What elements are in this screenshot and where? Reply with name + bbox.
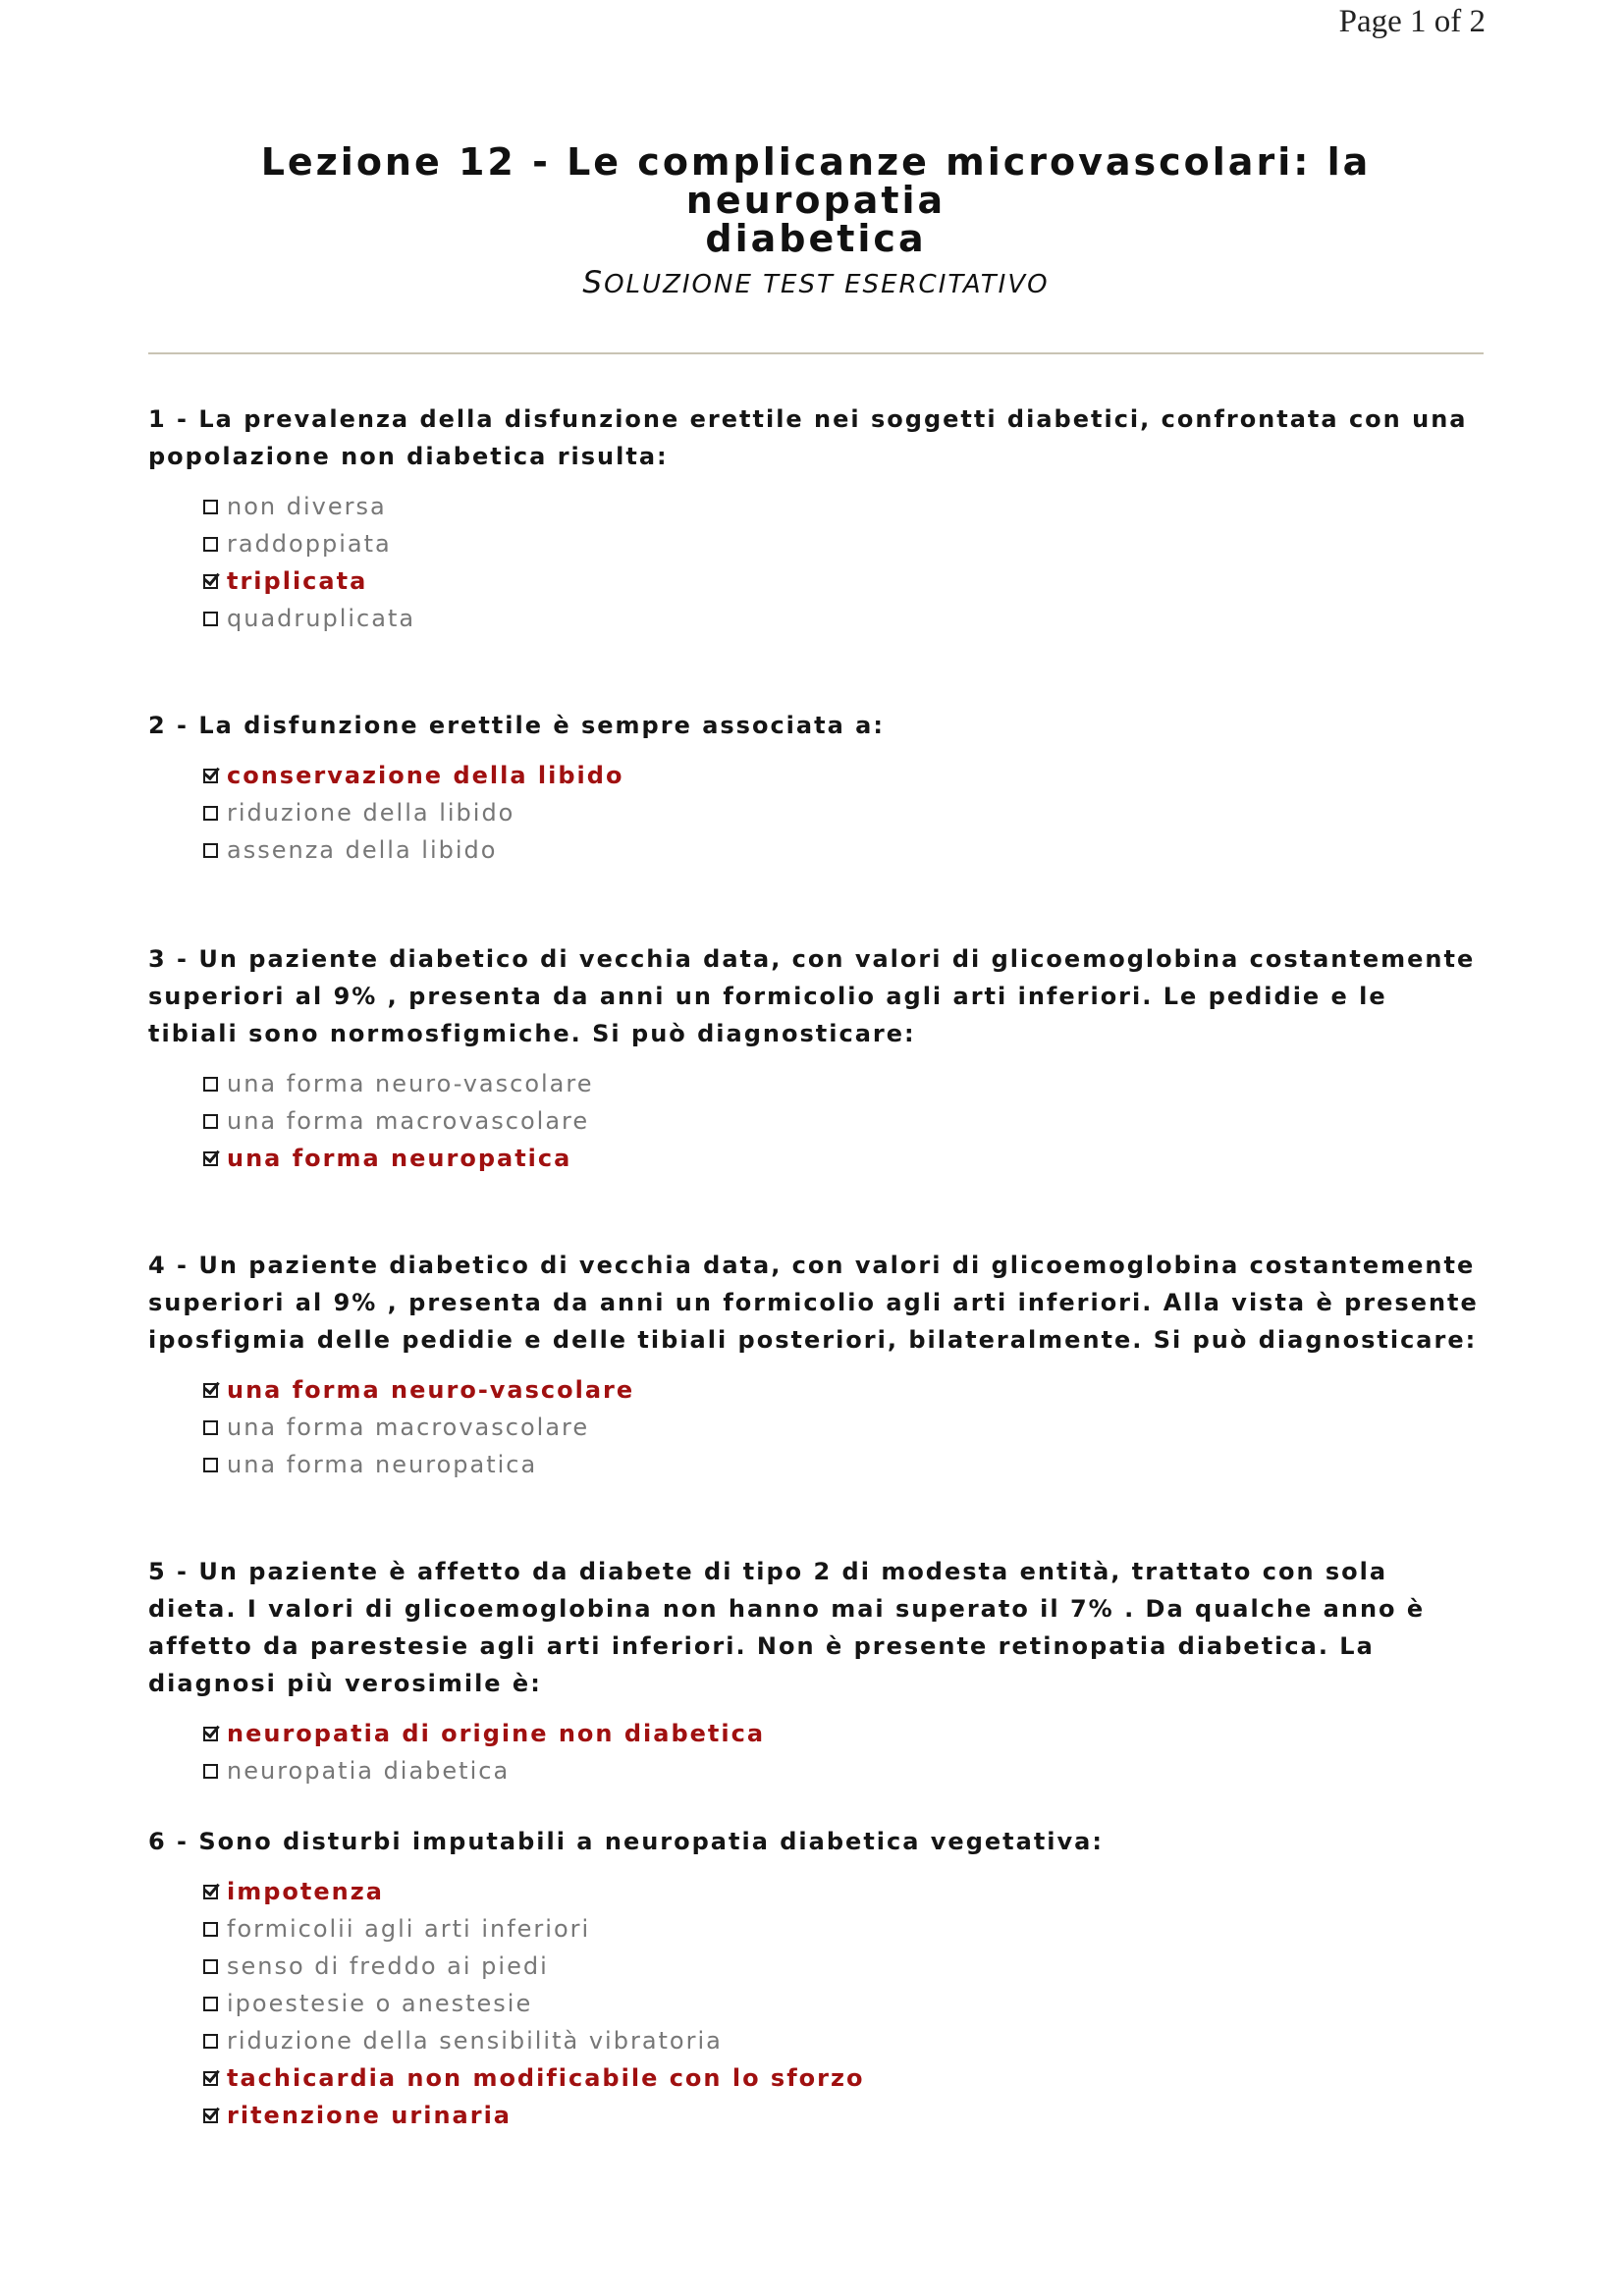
answer-option[interactable] [203,488,1484,525]
checked-checkbox-icon[interactable] [203,574,218,589]
title-line-1: Lezione 12 - Le complicanze microvascolari: la neuropatia [260,140,1372,222]
answer-option[interactable] [203,1446,1484,1483]
question-2 [148,707,1484,869]
answer-option-label: raddoppiata [227,530,392,558]
answer-option[interactable] [203,1715,1484,1752]
checkbox-icon[interactable] [203,843,218,858]
answer-option[interactable] [203,1985,1484,2022]
answer-option[interactable] [203,1948,1484,1985]
checkbox-icon[interactable] [203,806,218,821]
page-subtitle [148,265,1484,300]
answer-options [203,488,1484,637]
checked-checkbox-icon[interactable] [203,1727,218,1741]
checkbox-icon[interactable] [203,500,218,514]
checked-checkbox-icon[interactable] [203,769,218,783]
checkbox-icon[interactable] [203,537,218,552]
page-title [148,140,1484,260]
answer-option[interactable] [203,2022,1484,2059]
checkbox-icon[interactable] [203,1458,218,1472]
subtitle-initial: S [582,265,605,300]
answer-option-label: una forma neuropatica [227,1451,538,1478]
answer-option-label: una forma neuro-vascolare [227,1070,594,1097]
checkbox-icon[interactable] [203,1114,218,1129]
answer-option[interactable] [203,757,1484,794]
checked-checkbox-icon[interactable] [203,1885,218,1899]
answer-option-label: neuropatia di origine non diabetica [227,1720,766,1747]
checked-checkbox-icon[interactable] [203,1383,218,1398]
checkbox-icon[interactable] [203,1959,218,1974]
checkbox-icon[interactable] [203,1922,218,1937]
answer-options [203,1371,1484,1483]
answer-option[interactable] [203,1065,1484,1102]
question-text: 6 - Sono disturbi imputabili a neuropatia diabetica vegetativa: [148,1828,1104,1855]
answer-option-label: ritenzione urinaria [227,2102,512,2129]
checked-checkbox-icon[interactable] [203,2109,218,2123]
divider [148,352,1484,354]
question-text: 4 - Un paziente diabetico di vecchia data, con valori di glicoemoglobina costantemente superiori al 9% , presenta da anni un formicolio agli arti inferiori. Alla vista è presente iposfigmia delle pedidie e delle tibiali posteriori, bilateralmente. Si può diagnosticare: [148,1252,1479,1354]
answer-option[interactable] [203,562,1484,600]
answer-option-label: non diversa [227,493,387,520]
answer-option[interactable] [203,600,1484,637]
answer-option-label: una forma macrovascolare [227,1414,590,1441]
subtitle-rest: TEST ESERCITATIVO [752,270,1050,299]
answer-option[interactable] [203,525,1484,562]
checkbox-icon[interactable] [203,1764,218,1779]
answer-option[interactable] [203,1752,1484,1789]
answer-option-label: assenza della libido [227,836,498,864]
answer-option[interactable] [203,1409,1484,1446]
answer-option[interactable] [203,1102,1484,1140]
answer-options [203,1715,1484,1789]
answer-option-label: una forma neuropatica [227,1145,572,1172]
answer-option-label: conservazione della libido [227,762,624,789]
question-4 [148,1247,1484,1483]
checkbox-icon[interactable] [203,1077,218,1092]
answer-option[interactable] [203,794,1484,831]
question-1 [148,400,1484,637]
answer-option-label: riduzione della libido [227,799,515,827]
checked-checkbox-icon[interactable] [203,1151,218,1166]
answer-option-label: impotenza [227,1878,384,1905]
answer-option-label: triplicata [227,567,368,595]
subtitle-word: OLUZIONE [604,270,753,299]
question-6 [148,1823,1484,2134]
answer-option-label: una forma neuro-vascolare [227,1376,635,1404]
answer-options [203,1873,1484,2134]
answer-options [203,1065,1484,1177]
answer-option-label: riduzione della sensibilità vibratoria [227,2027,723,2055]
answer-options [203,757,1484,869]
answer-option[interactable] [203,1873,1484,1910]
checkbox-icon[interactable] [203,612,218,626]
question-text: 3 - Un paziente diabetico di vecchia data, con valori di glicoemoglobina costantemente superiori al 9% , presenta da anni un formicolio agli arti inferiori. Le pedidie e le tibiali sono normosfigmiche. Si può diagnosticare: [148,945,1476,1047]
checkbox-icon[interactable] [203,2034,218,2049]
question-5 [148,1553,1484,1789]
question-text: 5 - Un paziente è affetto da diabete di tipo 2 di modesta entità, trattato con sola dieta. I valori di glicoemoglobina non hanno mai superato il 7% . Da qualche anno è affetto da parestesie agli arti inferiori. Non è presente retinopatia diabetica. La diagnosi più verosimile è: [148,1558,1426,1697]
answer-option[interactable] [203,1910,1484,1948]
answer-option-label: tachicardia non modificabile con lo sforzo [227,2064,865,2092]
question-text: 2 - La disfunzione erettile è sempre associata a: [148,712,885,739]
title-line-2: diabetica [705,217,927,260]
checkbox-icon[interactable] [203,1420,218,1435]
answer-option-label: quadruplicata [227,605,416,632]
answer-option[interactable] [203,2097,1484,2134]
answer-option-label: neuropatia diabetica [227,1757,511,1785]
page-number: Page 1 of 2 [1338,4,1486,39]
checked-checkbox-icon[interactable] [203,2071,218,2086]
question-text: 1 - La prevalenza della disfunzione erettile nei soggetti diabetici, confrontata con una popolazione non diabetica risulta: [148,405,1468,470]
answer-option-label: senso di freddo ai piedi [227,1952,549,1980]
answer-option-label: ipoestesie o anestesie [227,1990,533,2017]
checkbox-icon[interactable] [203,1997,218,2011]
answer-option[interactable] [203,1371,1484,1409]
answer-option-label: formicolii agli arti inferiori [227,1915,591,1943]
answer-option[interactable] [203,1140,1484,1177]
answer-option[interactable] [203,2059,1484,2097]
question-3 [148,940,1484,1177]
answer-option[interactable] [203,831,1484,869]
answer-option-label: una forma macrovascolare [227,1107,590,1135]
